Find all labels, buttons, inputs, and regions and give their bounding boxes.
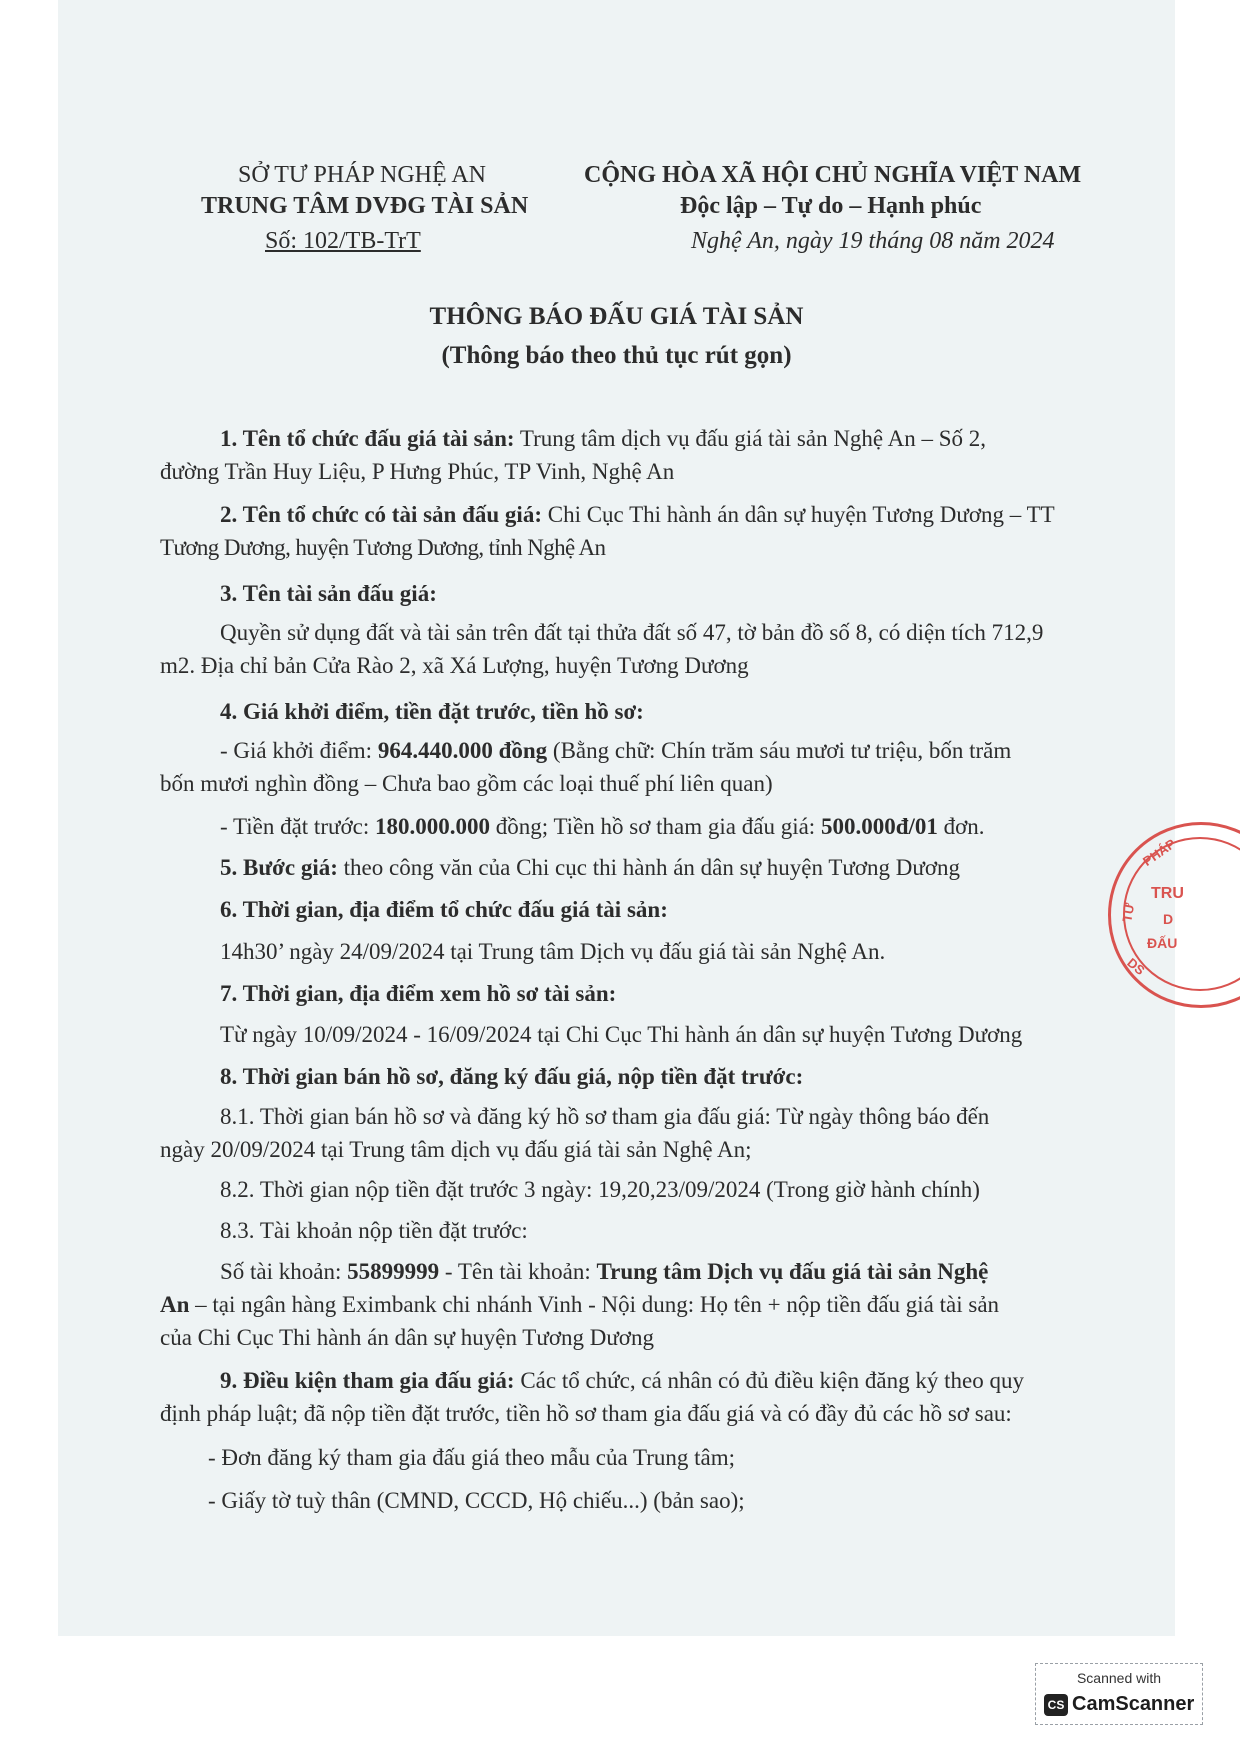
section-9-line-1: 9. Điều kiện tham gia đấu giá: Các tổ chức, cá nhân có đủ điều kiện đăng ký theo quy [220,1368,1024,1393]
watermark-caption: Scanned with [1076,1670,1162,1686]
seal-text: ĐẤU [1147,935,1178,951]
place-date: Nghệ An, ngày 19 tháng 08 năm 2024 [691,228,1055,254]
center-name: TRUNG TÂM DVĐG TÀI SẢN [201,193,529,219]
starting-price-line: - Giá khởi điểm: 964.440.000 đồng (Bằng chữ: Chín trăm sáu mươi tư triệu, bốn trăm [220,738,1012,763]
section-2-text: Chi Cục Thi hành án dân sự huyện Tương Dương – TT [547,502,1055,527]
account-number: 55899999 [347,1259,440,1284]
document-number: Số: 102/TB-TrT [265,228,421,254]
section-3-line-2: m2. Địa chỉ bản Cửa Rào 2, xã Xá Lượng, huyện Tương Dương [160,653,749,678]
section-7-text: Từ ngày 10/09/2024 - 16/09/2024 tại Chi Cục Thi hành án dân sự huyện Tương Dương [220,1022,1023,1047]
requirement-item: - Đơn đăng ký tham gia đấu giá theo mẫu của Trung tâm; [208,1445,736,1470]
deposit-value: 180.000.000 [374,814,490,839]
camscanner-watermark [1035,1663,1203,1725]
document-page [58,0,1178,1636]
section-8-3: 8.3. Tài khoản nộp tiền đặt trước: [220,1218,528,1243]
agency-name: SỞ TƯ PHÁP NGHỆ AN [238,162,486,188]
section-8-1-line-2: ngày 20/09/2024 tại Trung tâm dịch vụ đấu giá tài sản Nghệ An; [160,1137,752,1162]
account-line-2: An – tại ngân hàng Eximbank chi nhánh Vinh - Nội dung: Họ tên + nộp tiền đấu giá tài sản [160,1292,1000,1317]
section-6-label: 6. Thời gian, địa điểm tổ chức đấu giá tài sản: [220,897,668,922]
section-1-line-1 [220,422,986,455]
account-line-1: Số tài khoản: 55899999 - Tên tài khoản: Trung tâm Dịch vụ đấu giá tài sản Nghệ [220,1259,989,1284]
national-motto: Độc lập – Tự do – Hạnh phúc [680,193,982,219]
section-4-label: 4. Giá khởi điểm, tiền đặt trước, tiền hồ sơ: [220,699,644,724]
section-2-line-2: Tương Dương, huyện Tương Dương, tỉnh Nghệ An [160,535,606,560]
section-8-1-line-1: 8.1. Thời gian bán hồ sơ và đăng ký hồ sơ tham gia đấu giá: Từ ngày thông báo đến [220,1104,990,1129]
section-1-line-2: đường Trần Huy Liệu, P Hưng Phúc, TP Vinh, Nghệ An [160,459,675,484]
seal-text: D [1163,911,1174,927]
section-5: 5. Bước giá: theo công văn của Chi cục thi hành án dân sự huyện Tương Dương [220,855,961,880]
document-subtitle: (Thông báo theo thủ tục rút gọn) [441,342,792,369]
section-3-line-1: Quyền sử dụng đất và tài sản trên đất tại thửa đất số 47, tờ bản đồ số 8, có diện tích 712,9 [220,620,1044,645]
document-title: THÔNG BÁO ĐẤU GIÁ TÀI SẢN [429,303,804,330]
section-9-line-2: định pháp luật; đã nộp tiền đặt trước, tiền hồ sơ tham gia đấu giá và có đầy đủ các hồ sơ sau: [160,1401,1012,1426]
requirement-item: - Giấy tờ tuỳ thân (CMND, CCCD, Hộ chiếu...) (bản sao); [208,1488,745,1513]
dossier-fee-value: 500.000đ/01 [820,814,938,839]
seal-text: TRU [1151,885,1184,902]
camscanner-logo-icon: CS [1044,1694,1068,1716]
starting-price-line-2: bốn mươi nghìn đồng – Chưa bao gồm các loại thuế phí liên quan) [160,771,773,796]
seal-text: TƯ [1119,901,1138,924]
section-3-label: 3. Tên tài sản đấu giá: [220,581,437,606]
watermark-brand: CamScanner [1072,1693,1195,1715]
section-8-label: 8. Thời gian bán hồ sơ, đăng ký đấu giá, nộp tiền đặt trước: [220,1064,804,1089]
starting-price-value: 964.440.000 đồng [377,738,548,763]
section-1-text: Trung tâm dịch vụ đấu giá tài sản Nghệ An – Số 2, [519,426,987,451]
country-name: CỘNG HÒA XÃ HỘI CHỦ NGHĨA VIỆT NAM [584,162,1082,188]
account-name: Trung tâm Dịch vụ đấu giá tài sản Nghệ [596,1259,989,1284]
section-2-label: 2. Tên tổ chức có tài sản đấu giá: [220,502,542,527]
seal-text: DS [1124,954,1148,979]
section-2-line-1 [220,498,1055,531]
section-8-2: 8.2. Thời gian nộp tiền đặt trước 3 ngày: 19,20,23/09/2024 (Trong giờ hành chính) [220,1177,980,1202]
section-7-label: 7. Thời gian, địa điểm xem hồ sơ tài sản: [220,981,617,1006]
section-6-text: 14h30’ ngày 24/09/2024 tại Trung tâm Dịch vụ đấu giá tài sản Nghệ An. [220,939,886,964]
deposit-line: - Tiền đặt trước: 180.000.000 đồng; Tiền hồ sơ tham gia đấu giá: 500.000đ/01 đơn. [220,814,985,839]
section-9-label: 9. Điều kiện tham gia đấu giá: [220,1368,515,1393]
section-1-label: 1. Tên tổ chức đấu giá tài sản: [220,426,515,451]
section-5-label: 5. Bước giá: [220,855,338,880]
seal-text: PHÁP [1139,835,1179,870]
account-line-3: của Chi Cục Thi hành án dân sự huyện Tương Dương [160,1325,654,1350]
